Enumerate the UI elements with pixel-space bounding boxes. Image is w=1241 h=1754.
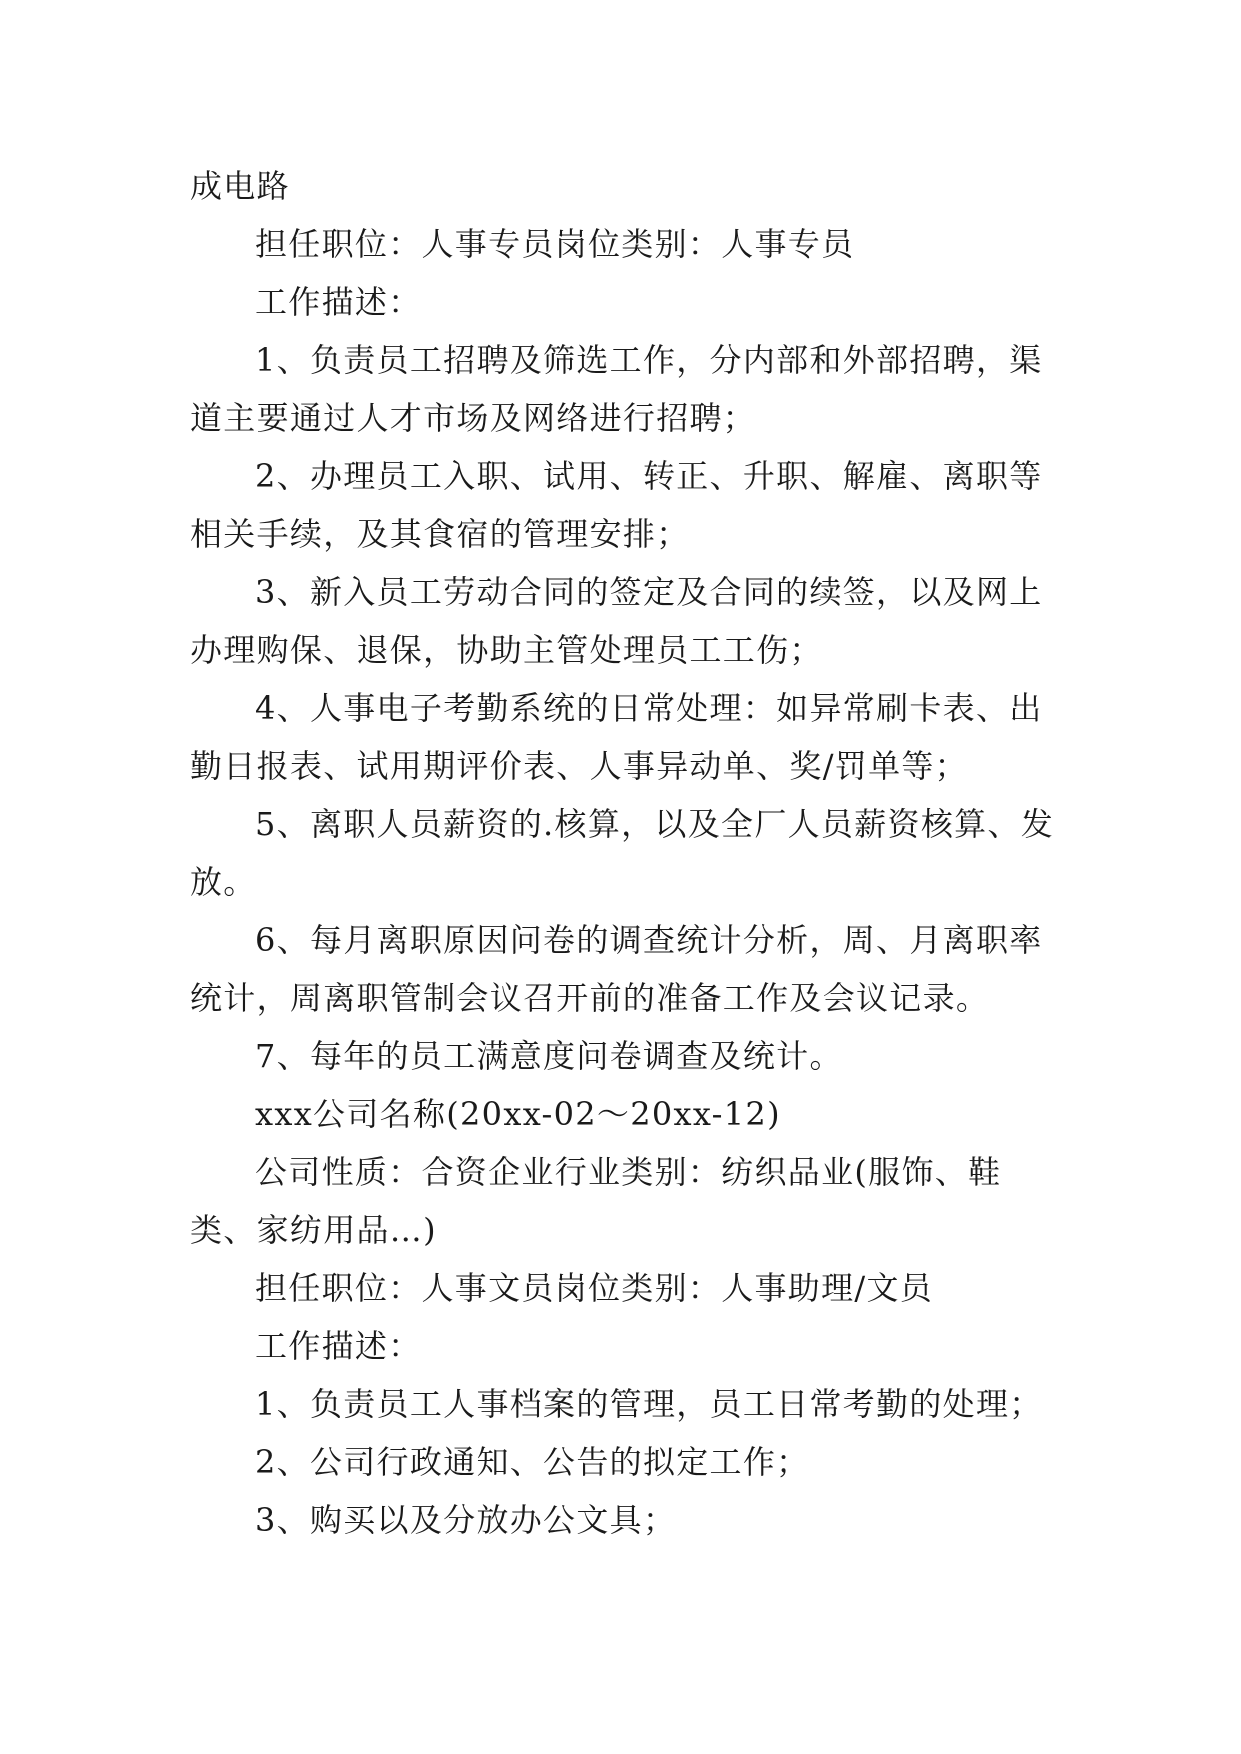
paragraph-duty-6: 6、每月离职原因问卷的调查统计分析，周、月离职率统计，周离职管制会议召开前的准备工作及会议记录。 — [190, 921, 1043, 1017]
paragraph-position-title-2: 担任职位：人事文员岗位类别：人事助理/文员 — [255, 1269, 934, 1307]
paragraph-duty-5: 5、离职人员薪资的.核算，以及全厂人员薪资核算、发放。 — [190, 805, 1055, 901]
paragraph-duty-3: 3、新入员工劳动合同的签定及合同的续签，以及网上办理购保、退保，协助主管处理员工工伤； — [190, 573, 1043, 669]
paragraph-duty-2-2: 2、公司行政通知、公告的拟定工作； — [255, 1443, 810, 1481]
paragraph-duty-2-1: 1、负责员工人事档案的管理，员工日常考勤的处理； — [255, 1385, 1043, 1423]
paragraph-job-description-heading-2: 工作描述： — [255, 1327, 422, 1365]
paragraph-duty-4: 4、人事电子考勤系统的日常处理：如异常刷卡表、出勤日报表、试用期评价表、人事异动单、奖/罚单等； — [190, 689, 1043, 785]
paragraph-continuation: 成电路 — [190, 167, 290, 205]
paragraph-company-name: xxx公司名称(20xx-02～20xx-12) — [255, 1095, 781, 1133]
paragraph-job-description-heading: 工作描述： — [255, 283, 422, 321]
paragraph-duty-2-3: 3、购买以及分放办公文具； — [255, 1501, 677, 1539]
paragraph-position-title: 担任职位：人事专员岗位类别：人事专员 — [255, 225, 855, 263]
paragraph-company-nature: 公司性质：合资企业行业类别：纺织品业(服饰、鞋类、家纺用品…) — [190, 1153, 1002, 1249]
paragraph-duty-2: 2、办理员工入职、试用、转正、升职、解雇、离职等相关手续，及其食宿的管理安排； — [190, 457, 1043, 553]
paragraph-duty-7: 7、每年的员工满意度问卷调查及统计。 — [255, 1037, 843, 1075]
document-body — [190, 157, 1060, 1549]
paragraph-duty-1: 1、负责员工招聘及筛选工作，分内部和外部招聘，渠道主要通过人才市场及网络进行招聘； — [190, 341, 1043, 437]
